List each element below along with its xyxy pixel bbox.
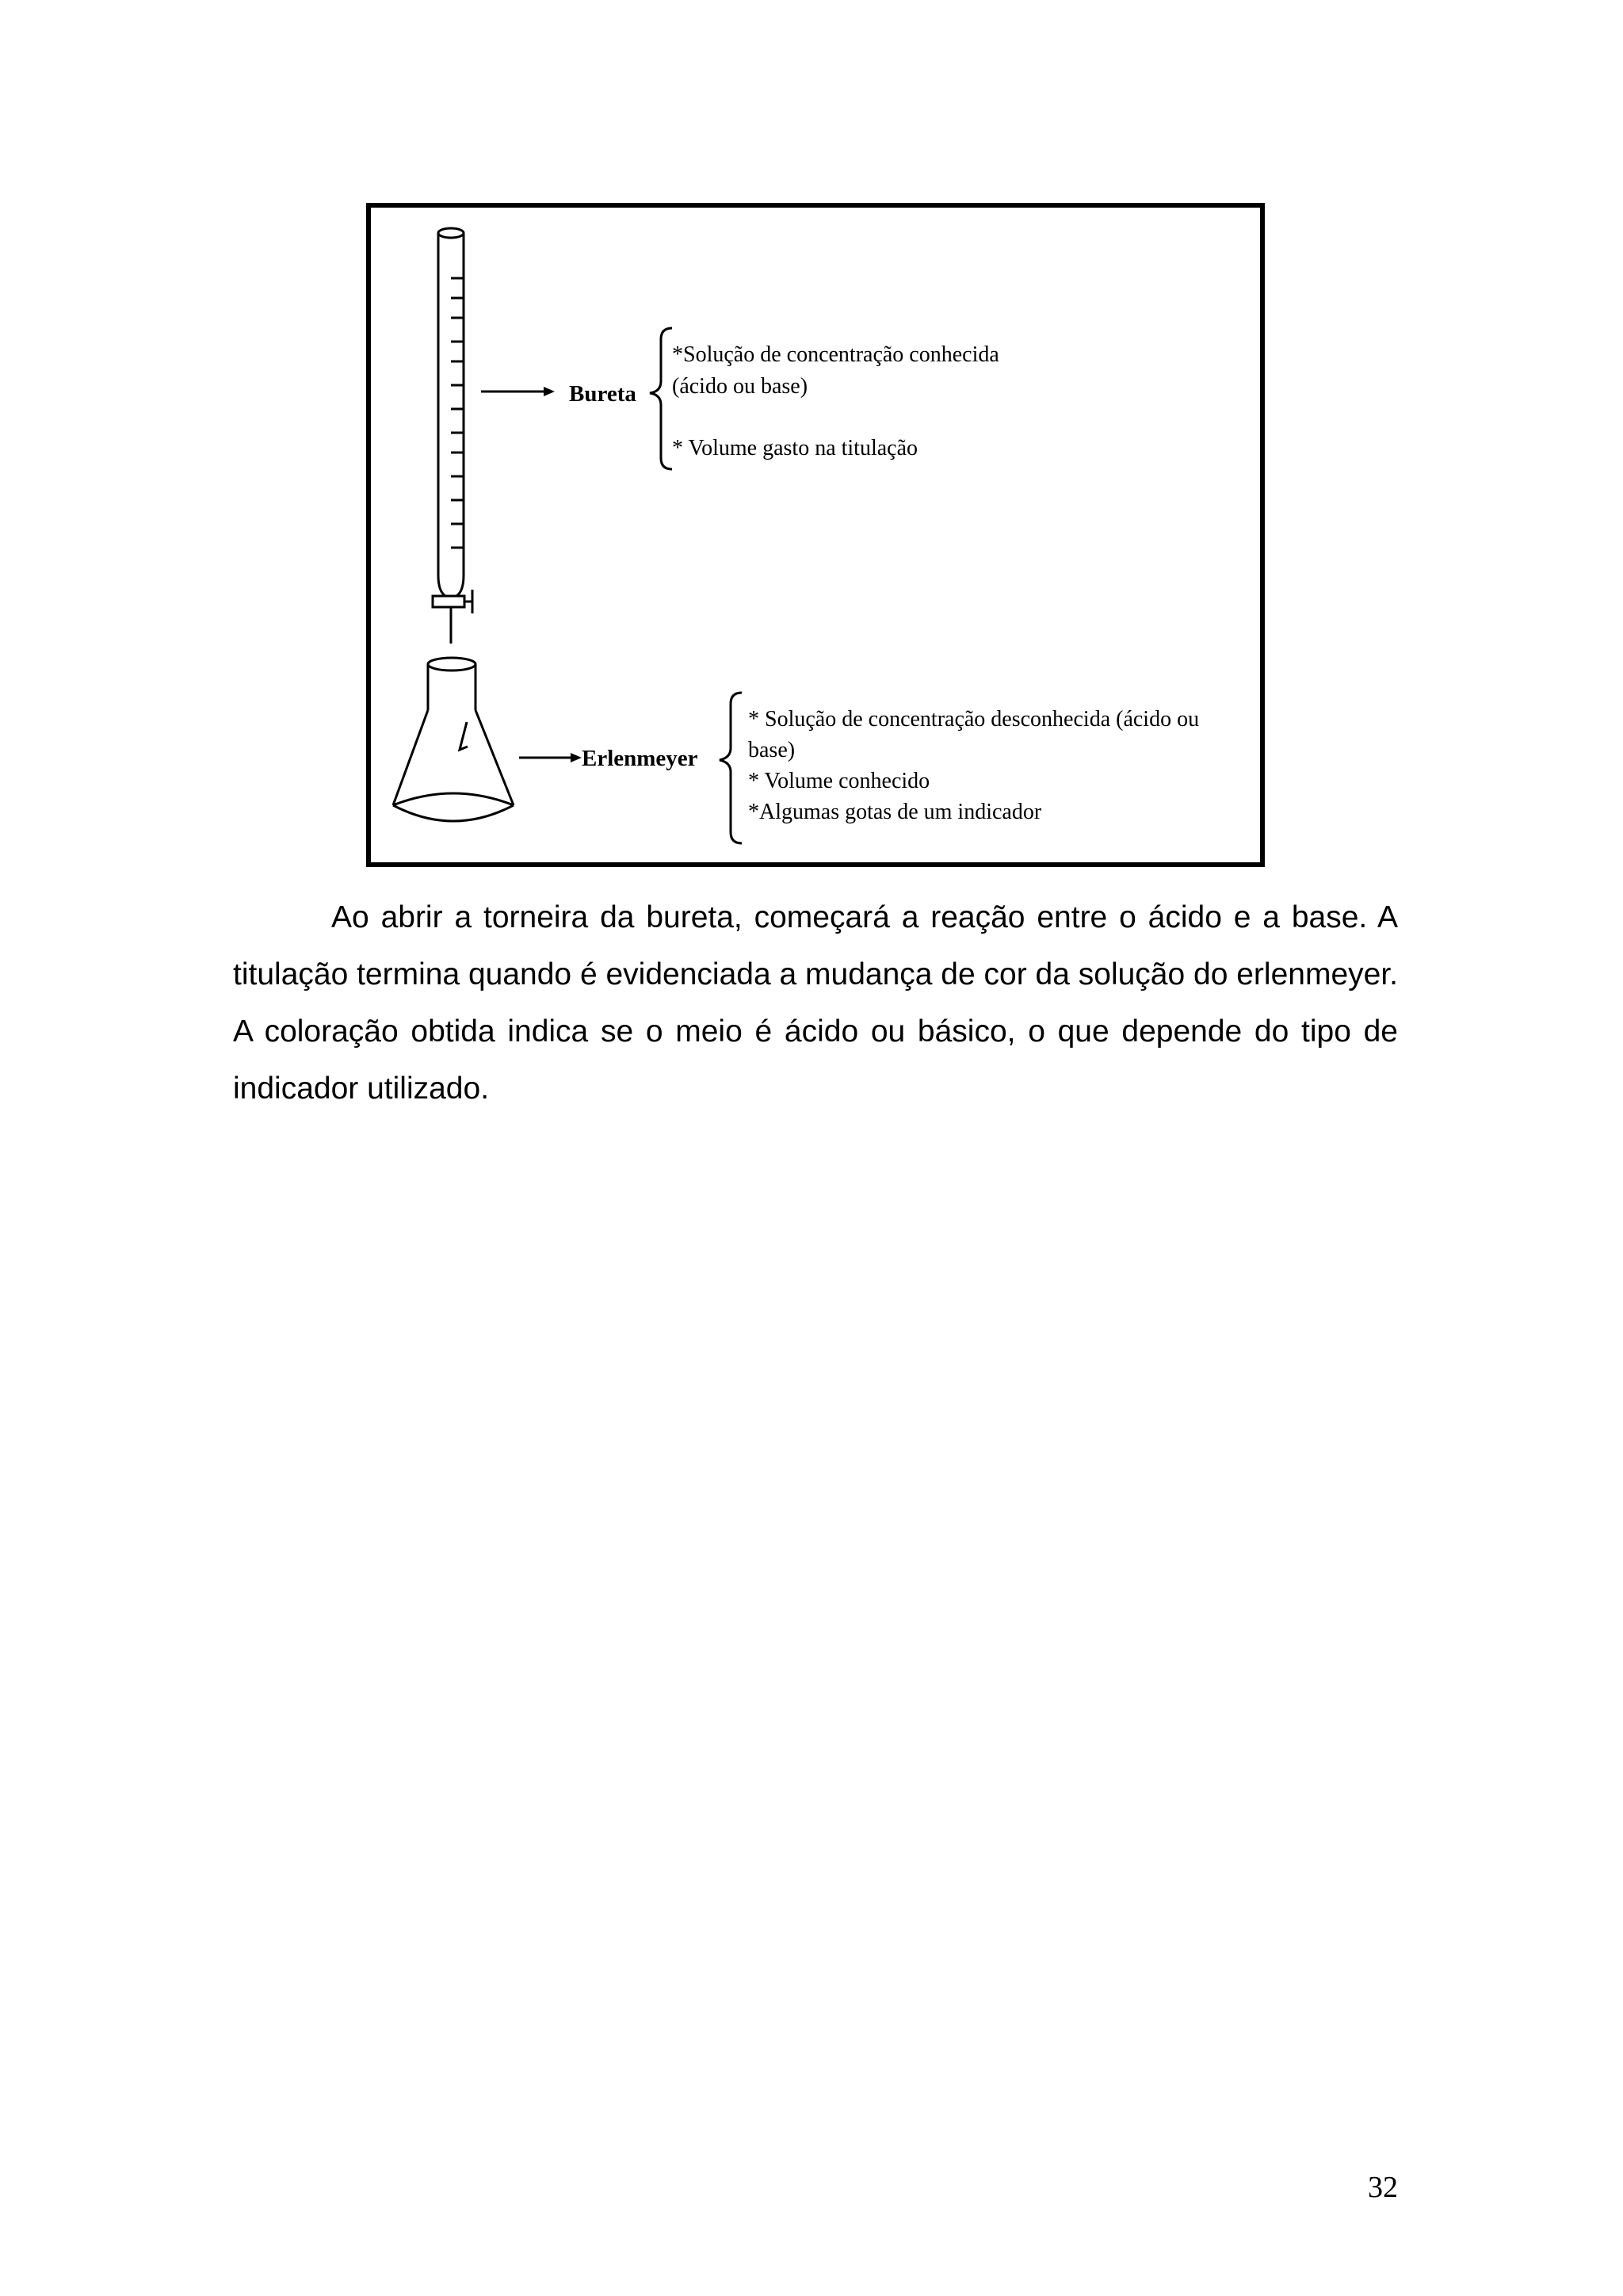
- erlenmeyer-note-2: base): [748, 738, 796, 762]
- erlenmeyer-note-3: * Volume conhecido: [748, 769, 930, 793]
- page-number: 32: [1368, 2171, 1398, 2204]
- bureta-note-3: * Volume gasto na titulação: [672, 436, 918, 460]
- bureta-note-2: (ácido ou base): [672, 374, 808, 399]
- titration-diagram: [366, 203, 1265, 867]
- body-paragraph: Ao abrir a torneira da bureta, começará a reação entre o ácido e a base. A titulação termina quando é evidenciada a mudança de cor da solução do erlenmeyer. A coloração obtida indica se o meio é ácido ou básico, o que depende do tipo de indicador utilizado.: [233, 900, 1398, 1106]
- bureta-label: Bureta: [569, 381, 636, 407]
- erlenmeyer-label: Erlenmeyer: [582, 746, 698, 771]
- titration-figure: [366, 203, 1265, 867]
- figure-frame: [369, 205, 1262, 865]
- bureta-note-1: *Solução de concentração conhecida: [672, 342, 999, 367]
- erlenmeyer-note-1: * Solução de concentração desconhecida (ácido ou: [748, 707, 1200, 732]
- erlenmeyer-note-4: *Algumas gotas de um indicador: [748, 800, 1042, 824]
